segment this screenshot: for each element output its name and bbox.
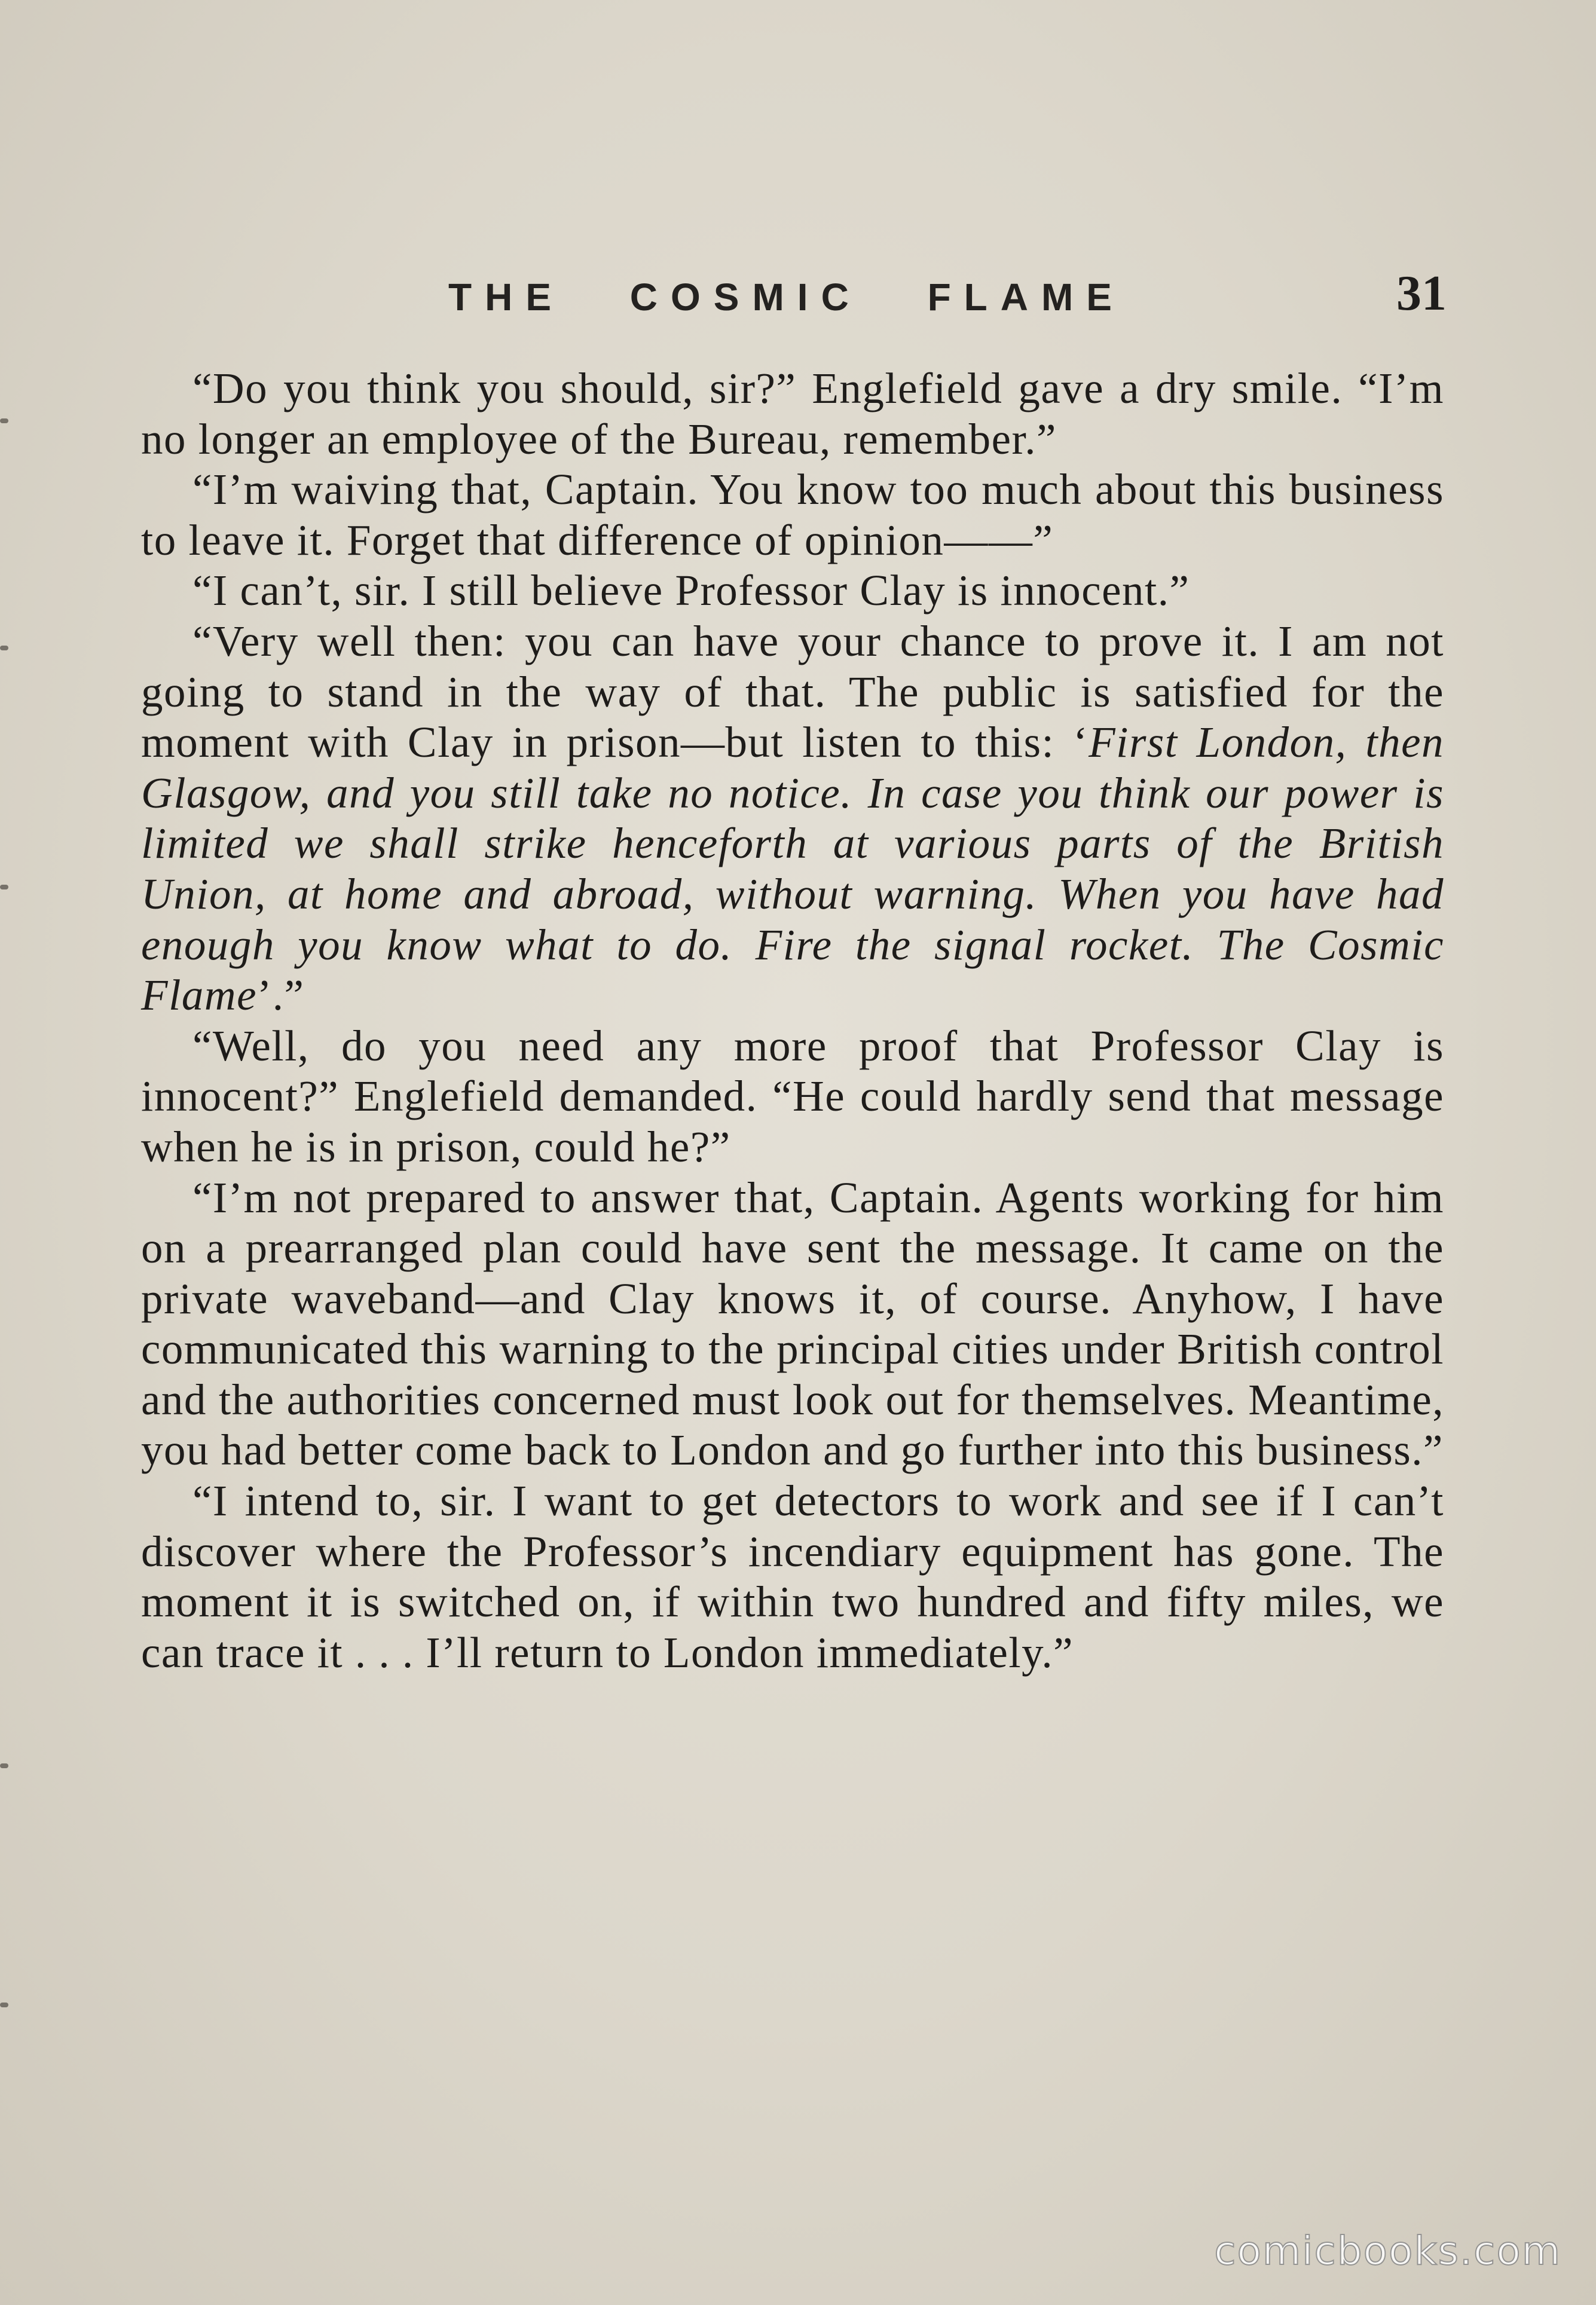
paragraph xyxy=(141,616,1444,1021)
page-number: 31 xyxy=(1396,265,1447,321)
text-segment: “Well, do you need any more proof that Professor Clay is innocent?” Englefield demanded. “He could hardly send that message when he is in prison, could he?” xyxy=(141,1021,1444,1171)
text-segment: ’.” xyxy=(257,971,305,1020)
text-segment: “I’m waiving that, Captain. You know too much about this business to leave it. Forget that difference of opinion——” xyxy=(141,465,1444,564)
body-text xyxy=(141,363,1444,1678)
paragraph xyxy=(141,363,1444,464)
text-segment: “I intend to, sir. I want to get detectors to work and see if I can’t discover where the Professor’s incendiary equipment has gone. The moment it is switched on, if within two hundred and fifty miles, we can trace it . . . I’ll return to London immediately.” xyxy=(141,1476,1444,1677)
text-segment: “I can’t, sir. I still believe Professor Clay is innocent.” xyxy=(192,566,1190,615)
running-title: THE COSMIC FLAME xyxy=(448,276,1125,319)
page-edge-mark xyxy=(0,2003,8,2007)
italic-quote: First London, then Glasgow, and you still take no notice. In case you think our power is limited we shall strike henceforth at various parts of the British Union, at home and abroad, without warning. When you have had enough you know what to do. Fire the signal rocket. The Cosmic Flame xyxy=(141,718,1444,1020)
paragraph xyxy=(141,1173,1444,1476)
watermark: comicbooks.com xyxy=(1214,2228,1561,2274)
paragraph xyxy=(141,565,1444,616)
paragraph xyxy=(141,1476,1444,1678)
running-head xyxy=(143,265,1447,329)
page-edge-mark xyxy=(0,418,8,423)
page-edge-mark xyxy=(0,646,8,650)
page-edge-mark xyxy=(0,1763,8,1768)
text-segment: “Do you think you should, sir?” Englefield gave a dry smile. “I’m no longer an employee of the Bureau, remember.” xyxy=(141,364,1444,463)
text-segment: “Very well then: you can have your chance to prove it. I am not going to stand in the way of that. The public is satisfied for the moment with Clay in prison—but listen to this: ‘ xyxy=(141,616,1444,767)
paragraph xyxy=(141,464,1444,565)
text-segment: “I’m not prepared to answer that, Captain. Agents working for him on a prearranged plan could have sent the message. It came on the private waveband—and Clay knows it, of course. Anyhow, I have communicated this warning to the principal cities under British control and the authorities concerned must look out for themselves. Meantime, you had better come back to London and go further into this business.” xyxy=(141,1173,1444,1475)
paragraph xyxy=(141,1021,1444,1173)
page-edge-mark xyxy=(0,885,8,889)
